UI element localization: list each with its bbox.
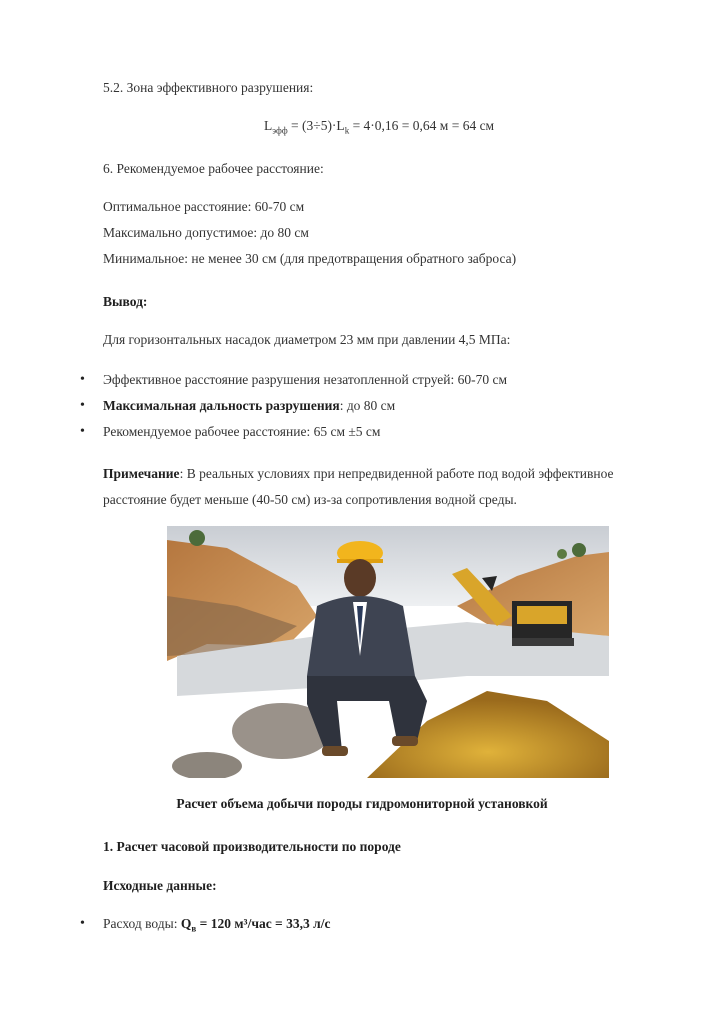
conclusion-heading: Вывод: <box>103 294 148 309</box>
image-caption: Расчет объема добычи породы гидромониторной установкой <box>176 796 548 811</box>
water-flow-rate: Расход воды: $Q_в = 120$ м³/час = 33,3 л/с <box>103 916 331 934</box>
photo-icon <box>167 526 609 778</box>
bullet-icon: • <box>80 372 85 387</box>
min-distance: Минимальное: не менее 30 см (для предотвращения обратного заброса) <box>103 251 517 266</box>
formula-effective-zone: $L_{эфф} = (3\div 5)\cdot L_k = 4\cdot 0,16 = 0,64$ м = 64 см <box>264 118 495 136</box>
conclusion-intro: Для горизонтальных насадок диаметром 23 мм при давлении 4,5 МПа: <box>103 332 511 347</box>
bullet-icon: • <box>80 398 85 413</box>
section-6-heading: 6. Рекомендуемое рабочее расстояние: <box>103 161 324 176</box>
optimal-distance: Оптимальное расстояние: 60-70 см <box>103 199 305 214</box>
bullet-effective-distance: Эффективное расстояние разрушения незатопленной струей: 60-70 см <box>103 372 508 387</box>
bullet-max-range: Максимальная дальность разрушения: до 80 см <box>103 398 396 413</box>
bullet-icon: • <box>80 424 85 439</box>
section-5-2-heading: 5.2. Зона эффективного разрушения: <box>103 80 314 95</box>
max-distance: Максимально допустимое: до 80 см <box>103 225 309 240</box>
section-1-heading: 1. Расчет часовой производительности по породе <box>103 839 401 854</box>
note-line-1: Примечание: В реальных условиях при непредвиденной работе под водой эффективное <box>103 466 614 481</box>
input-data-heading: Исходные данные: <box>103 878 217 893</box>
note-line-2: расстояние будет меньше (40-50 см) из-за сопротивления водной среды. <box>103 492 517 507</box>
bullet-recommended: Рекомендуемое рабочее расстояние: 65 см ±5 см <box>103 424 381 439</box>
bullet-icon: • <box>80 916 85 931</box>
